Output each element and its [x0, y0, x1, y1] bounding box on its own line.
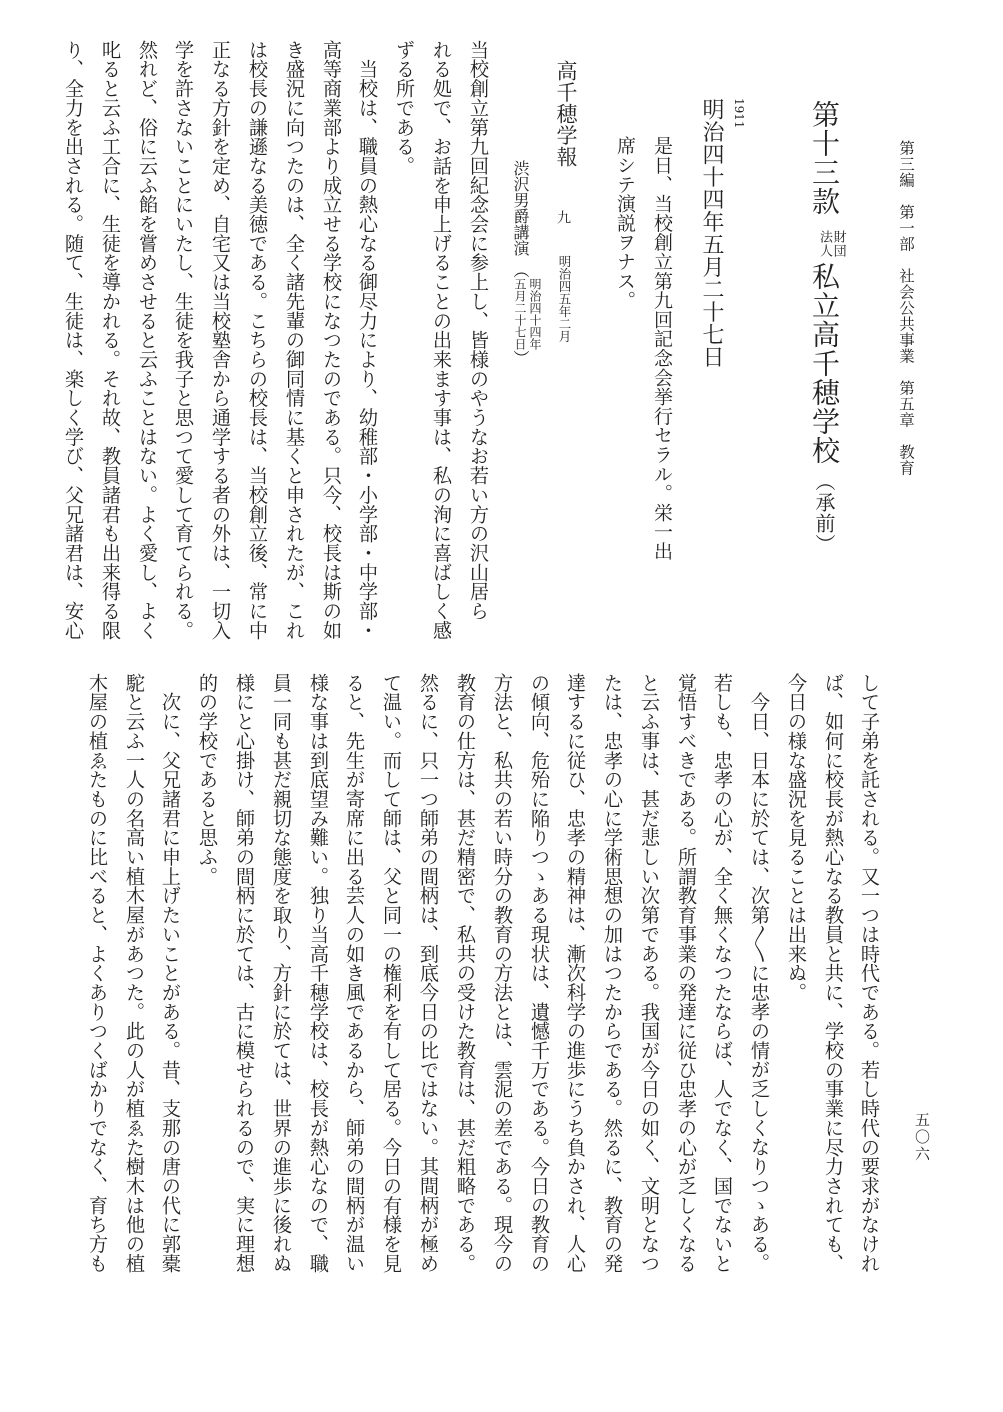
section-title	[804, 100, 845, 555]
speech-title: 渋沢男爵講演	[511, 160, 530, 256]
text-column: ると、先生が寄席に出る芸人の如き風であるから、師弟の間柄が温い	[343, 673, 366, 1273]
text-column: 高等商業部より成立せる学校になつたのである。只今、校長は斯の如	[320, 40, 343, 640]
speech-paren-close: ）	[511, 350, 530, 366]
text-column: 今日、日本に於ては、次第〳〵に忠孝の情が乏しくなりつゝある。	[748, 673, 771, 1273]
text-column: 当校は、職員の熱心なる御尽力により、幼稚部・小学部・中学部・	[356, 40, 379, 640]
text-column: 員一同も甚だ親切な態度を取り、方針に於ては、世界の進歩に後れぬ	[270, 673, 293, 1273]
text-column: たは、忠孝の心に学術思想の加はつたからである。然るに、教育の発	[601, 673, 624, 1273]
text-column: 覚悟すべきである。所謂教育事業の発達に従ひ忠孝の心が乏しくなる	[675, 673, 698, 1273]
text-column: れる処で、お話を申上げることの出来ます事は、私の洵に喜ばしく感	[430, 40, 453, 640]
text-column: して子弟を託される。又一つは時代である。若し時代の要求がなけれ	[858, 673, 881, 1273]
entry-text-line: 是日、当校創立第九回記念会挙行セラル。栄一出	[651, 136, 673, 561]
running-head: 第三編 第一部 社会公共事業 第五章 教育	[897, 140, 915, 476]
entry-year: 1911	[732, 98, 746, 129]
text-column: 叱ると云ふ工合に、生徒を導かれる。それ故、教員諸君も出来得る限	[99, 40, 122, 640]
text-column: 駝と云ふ一人の名高い植木屋があつた。此の人が植ゑた樹木は他の植	[123, 673, 146, 1273]
text-column: 方法と、私共の若い時分の教育の方法とは、雲泥の差である。現今の	[491, 673, 514, 1273]
text-column: の傾向、危殆に陥りつゝある現状は、遺憾千万である。今日の教育の	[528, 673, 551, 1273]
text-column: り、全力を出される。随て、生徒は、楽しく学び、父兄諸君は、安心	[62, 40, 85, 640]
source-title: 高千穂学報	[554, 60, 578, 168]
text-column: 若しも、忠孝の心が、全く無くなつたならば、人でなく、国でないと	[711, 673, 734, 1273]
text-column: 今日の様な盛況を見ることは出来ぬ。	[785, 673, 808, 1002]
text-column: ずる所である。	[393, 40, 416, 176]
text-column: 次に、父兄諸君に申上げたいことがある。昔、支那の唐の代に郭橐	[159, 673, 182, 1273]
corp-type	[817, 230, 844, 258]
text-column: き盛況に向つたのは、全く諸先輩の御同情に基くと申されたが、これ	[283, 40, 306, 640]
section-prefix: 第十三款	[808, 100, 841, 216]
text-column: 正なる方針を定め、自宅又は当校塾舎から通学する者の外は、一切入	[209, 40, 232, 640]
corp-type-bottom: 法人	[817, 230, 832, 258]
text-column: 然るに、只一つ師弟の間柄は、到底今日の比ではない。其間柄が極め	[417, 673, 440, 1273]
page-number: 五〇六	[913, 1112, 931, 1163]
section-name: 私立高千穂学校	[808, 262, 841, 465]
text-column: 達するに従ひ、忠孝の精神は、漸次科学の進歩にうち負かされ、人心	[564, 673, 587, 1273]
text-column: と云ふ事は、甚だ悲しい次第である。我国が今日の如く、文明となつ	[638, 673, 661, 1273]
text-column: て温い。而して師は、父と同一の権利を有して居る。今日の有様を見	[380, 673, 403, 1273]
speech-date-line: 五月二十七日	[513, 278, 527, 350]
corp-type-top: 財団	[830, 230, 846, 258]
speech-heading	[509, 160, 542, 366]
text-column: 学を許さないことにいたし、生徒を我子と思つて愛して育てられる。	[172, 40, 195, 640]
text-column: は校長の謙遜なる美徳である。こちらの校長は、当校創立後、常に中	[246, 40, 269, 640]
speech-paren-open: （	[511, 262, 530, 278]
entry-date: 明治四十四年五月二十七日	[699, 98, 724, 368]
text-column: ば、如何に校長が熱心なる教員と共に、学校の事業に尽力されても、	[822, 673, 845, 1273]
text-column: 様な事は到底望み難い。独り当高千穂学校は、校長が熱心なので、職	[307, 673, 330, 1273]
section-continued: （承前）	[812, 471, 836, 555]
text-column: 的の学校であると思ふ。	[196, 673, 219, 886]
text-column: 教育の仕方は、甚だ精密で、私共の受けた教育は、甚だ粗略である。	[454, 673, 477, 1273]
speech-date	[512, 278, 542, 350]
text-column: 様にと心掛け、師弟の間柄に於ては、古に模せられるので、実に理想	[233, 673, 256, 1273]
speech-date-line: 明治四十四年	[528, 278, 542, 350]
text-column: 然れど、俗に云ふ餡を嘗めさせると云ふことはない。よく愛し、よく	[136, 40, 159, 640]
source-number: 九	[555, 210, 571, 224]
source-date: 明治四五年二月	[557, 255, 572, 343]
text-column: 当校創立第九回紀念会に参上し、皆様のやうなお若い方の沢山居ら	[467, 40, 490, 621]
text-column: 木屋の植ゑたものに比べると、よくありつくばかりでなく、育ち方も	[86, 673, 109, 1273]
entry-text-line: 席シテ演説ヲナス。	[614, 136, 636, 310]
